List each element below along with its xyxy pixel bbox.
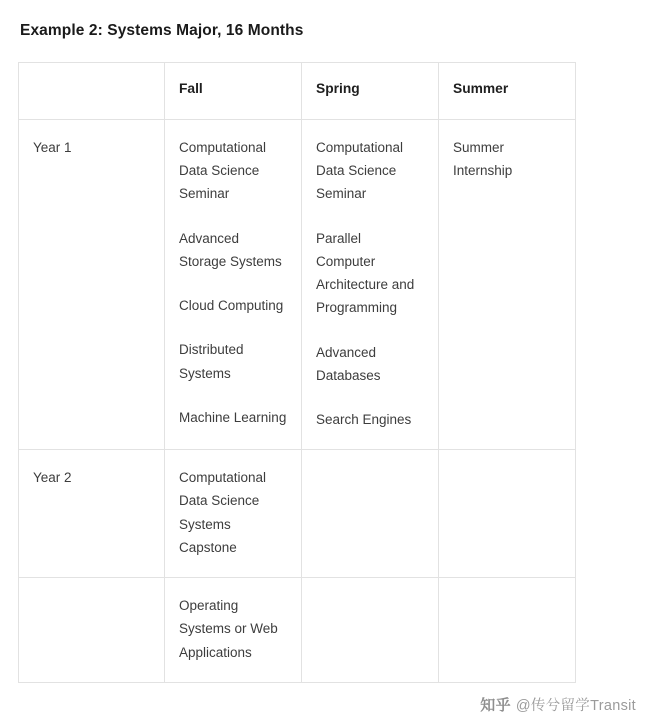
cell-year2-summer — [439, 450, 576, 578]
course-item: Computational Data Science Seminar — [179, 140, 267, 202]
course-schedule-table — [18, 62, 576, 683]
cell-extra-fall — [165, 578, 302, 683]
row-label-year-1: Year 1 — [19, 120, 165, 450]
column-header-fall: Fall — [165, 63, 302, 120]
course-item: Computational Data Science Systems Capstone — [179, 470, 267, 555]
column-header-spring: Spring — [302, 63, 439, 120]
row-label-year-2: Year 2 — [19, 450, 165, 578]
course-item: Cloud Computing — [179, 298, 284, 314]
course-item: Distributed Systems — [179, 342, 244, 381]
course-item: Advanced Databases — [316, 344, 381, 383]
table-row — [19, 120, 576, 450]
course-list — [179, 466, 287, 559]
watermark-text: @传兮留学Transit — [515, 698, 636, 714]
cell-extra-spring — [302, 578, 439, 683]
table-header — [19, 63, 576, 120]
page-title: Example 2: Systems Major, 16 Months — [20, 22, 304, 39]
course-list — [179, 136, 287, 429]
course-item: Computational Data Science Seminar — [316, 140, 404, 202]
course-item: Parallel Computer Architecture and Programming — [316, 230, 415, 316]
course-item: Summer Internship — [453, 140, 513, 179]
course-list — [179, 594, 287, 664]
course-item: Search Engines — [316, 411, 412, 427]
zhihu-logo: 知乎 — [480, 697, 511, 714]
course-item: Advanced Storage Systems — [179, 230, 282, 269]
cell-year2-fall — [165, 450, 302, 578]
table-body — [19, 120, 576, 683]
watermark — [480, 694, 636, 715]
cell-year2-spring — [302, 450, 439, 578]
row-label-blank — [19, 578, 165, 683]
column-header-blank — [19, 63, 165, 120]
table-row — [19, 450, 576, 578]
course-list — [453, 136, 561, 182]
cell-year1-fall — [165, 120, 302, 450]
table-header-row — [19, 63, 576, 120]
course-item: Operating Systems or Web Applications — [179, 598, 278, 660]
cell-year1-spring — [302, 120, 439, 450]
cell-year1-summer — [439, 120, 576, 450]
table-row — [19, 578, 576, 683]
cell-extra-summer — [439, 578, 576, 683]
course-item: Machine Learning — [179, 409, 287, 425]
course-list — [316, 136, 424, 431]
column-header-summer: Summer — [439, 63, 576, 120]
